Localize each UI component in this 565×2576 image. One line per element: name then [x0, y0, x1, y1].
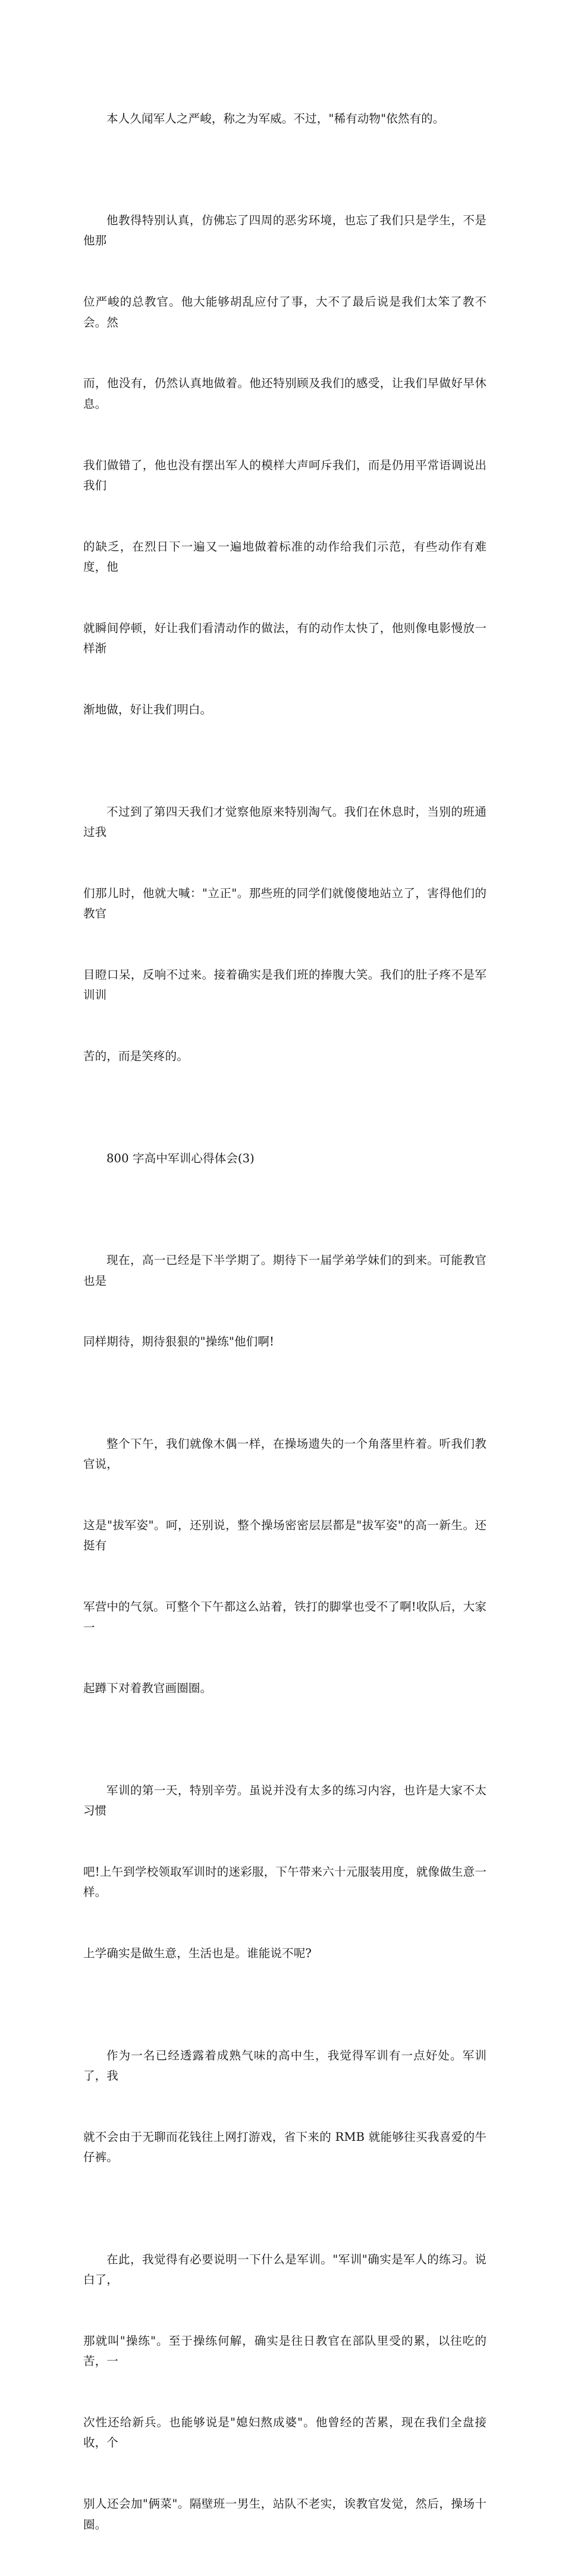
paragraph-line: 目瞪口呆，反响不过来。接着确实是我们班的捧腹大笑。我们的肚子疼不是军训训 [83, 968, 486, 1002]
paragraph-6 [83, 1393, 486, 1740]
paragraph-8 [83, 2005, 486, 2209]
paragraph-line: 那就叫"操练"。至于操练何解，确实是往日教官在部队里受的累，以往吃的苦，一 [83, 2333, 486, 2369]
paragraph-line: 军营中的气氛。可整个下午都这么站着，铁打的脚掌也受不了啊!收队后，大家一 [83, 1600, 486, 1634]
paragraph-line: 整个下午，我们就像木偶一样，在操场遗失的一个角落里杵着。听我们教官说， [83, 1436, 486, 1471]
paragraph-line: 他教得特别认真，仿佛忘了四周的恶劣环境，也忘了我们只是学生，不是他那 [83, 213, 486, 248]
paragraph-line: 吧!上午到学校领取军训时的迷彩服，下午带来六十元服装用度，就像做生意一样。 [83, 1865, 486, 1899]
paragraph-line: 这是"拔军姿"。呵，还别说，整个操场密密层层都是"拔军姿"的高一新生。还挺有 [83, 1518, 486, 1553]
paragraph-line: 位严峻的总教官。他大能够胡乱应付了事，大不了最后说是我们太笨了教不会。然 [83, 295, 486, 329]
paragraph-line: 不过到了第四天我们才觉察他原来特别淘气。我们在休息时，当别的班通过我 [83, 804, 486, 839]
paragraph-line: 现在，高一已经是下半学期了。期待下一届学弟学妹们的到来。可能教官也是 [83, 1253, 486, 1288]
paragraph-5 [83, 1210, 486, 1394]
paragraph-line: 就瞬间停顿，好让我们看清动作的做法，有的动作太快了，他则像电影慢放一样渐 [83, 621, 486, 656]
document-page [83, 68, 486, 2576]
paragraph-line: 在此，我觉得有必要说明一下什么是军训。"军训"确实是军人的练习。说白了， [83, 2252, 486, 2287]
paragraph-9 [83, 2209, 486, 2575]
paragraph-line: 渐地做，好让我们明白。 [83, 703, 212, 717]
paragraph-line: 而，他没有，仍然认真地做着。他还特别顾及我们的感受，让我们早做好早休息。 [83, 376, 486, 411]
paragraph-line: 上学确实是做生意，生活也是。谁能说不呢? [83, 1946, 312, 1961]
paragraph-line: 们那儿时，他就大喊："立正"。那些班的同学们就傻傻地站立了，害得他们的教官 [83, 886, 486, 921]
paragraph-line: 别人还会加"俩菜"。隔壁班一男生，站队不老实，诶教官发觉，然后，操场十圈。 [83, 2497, 486, 2531]
paragraph-3 [83, 761, 486, 1108]
paragraph-line: 次性还给新兵。也能够说是"媳妇熬成婆"。他曾经的苦累，现在我们全盘接收，个 [83, 2415, 486, 2450]
paragraph-line: 军训的第一天，特别辛劳。虽说并没有太多的练习内容，也许是大家不太习惯 [83, 1783, 486, 1818]
paragraph-line: 作为一名已经透露着成熟气味的高中生，我觉得军训有一点好处。军训了，我 [83, 2048, 486, 2083]
paragraph-line: 苦的，而是笑疼的。 [83, 1049, 189, 1064]
paragraph-line: 就不会由于无聊而花钱往上网打游戏，省下来的 RMB 就能够往买我喜爱的牛仔裤。 [83, 2130, 486, 2165]
paragraph-2 [83, 169, 486, 761]
paragraph-line: 同样期待，期待狠狠的"操练"他们啊! [83, 1335, 274, 1349]
paragraph-line: 本人久闻军人之严峻，称之为军威。不过，"稀有动物"依然有的。 [106, 111, 445, 125]
paragraph-line: 的缺乏，在烈日下一遍又一遍地做着标准的动作给我们示范，有些动作有难度，他 [83, 539, 486, 574]
section-heading [83, 1108, 486, 1209]
paragraph-7 [83, 1740, 486, 2005]
paragraph-line: 我们做错了，他也没有摆出军人的模样大声呵斥我们，而是仍用平常语调说出我们 [83, 458, 486, 492]
paragraph-line: 起蹲下对着教官画圈圈。 [83, 1681, 212, 1696]
section-heading-text: 800 字高中军训心得体会(3) [106, 1151, 255, 1165]
paragraph-1 [83, 68, 486, 169]
